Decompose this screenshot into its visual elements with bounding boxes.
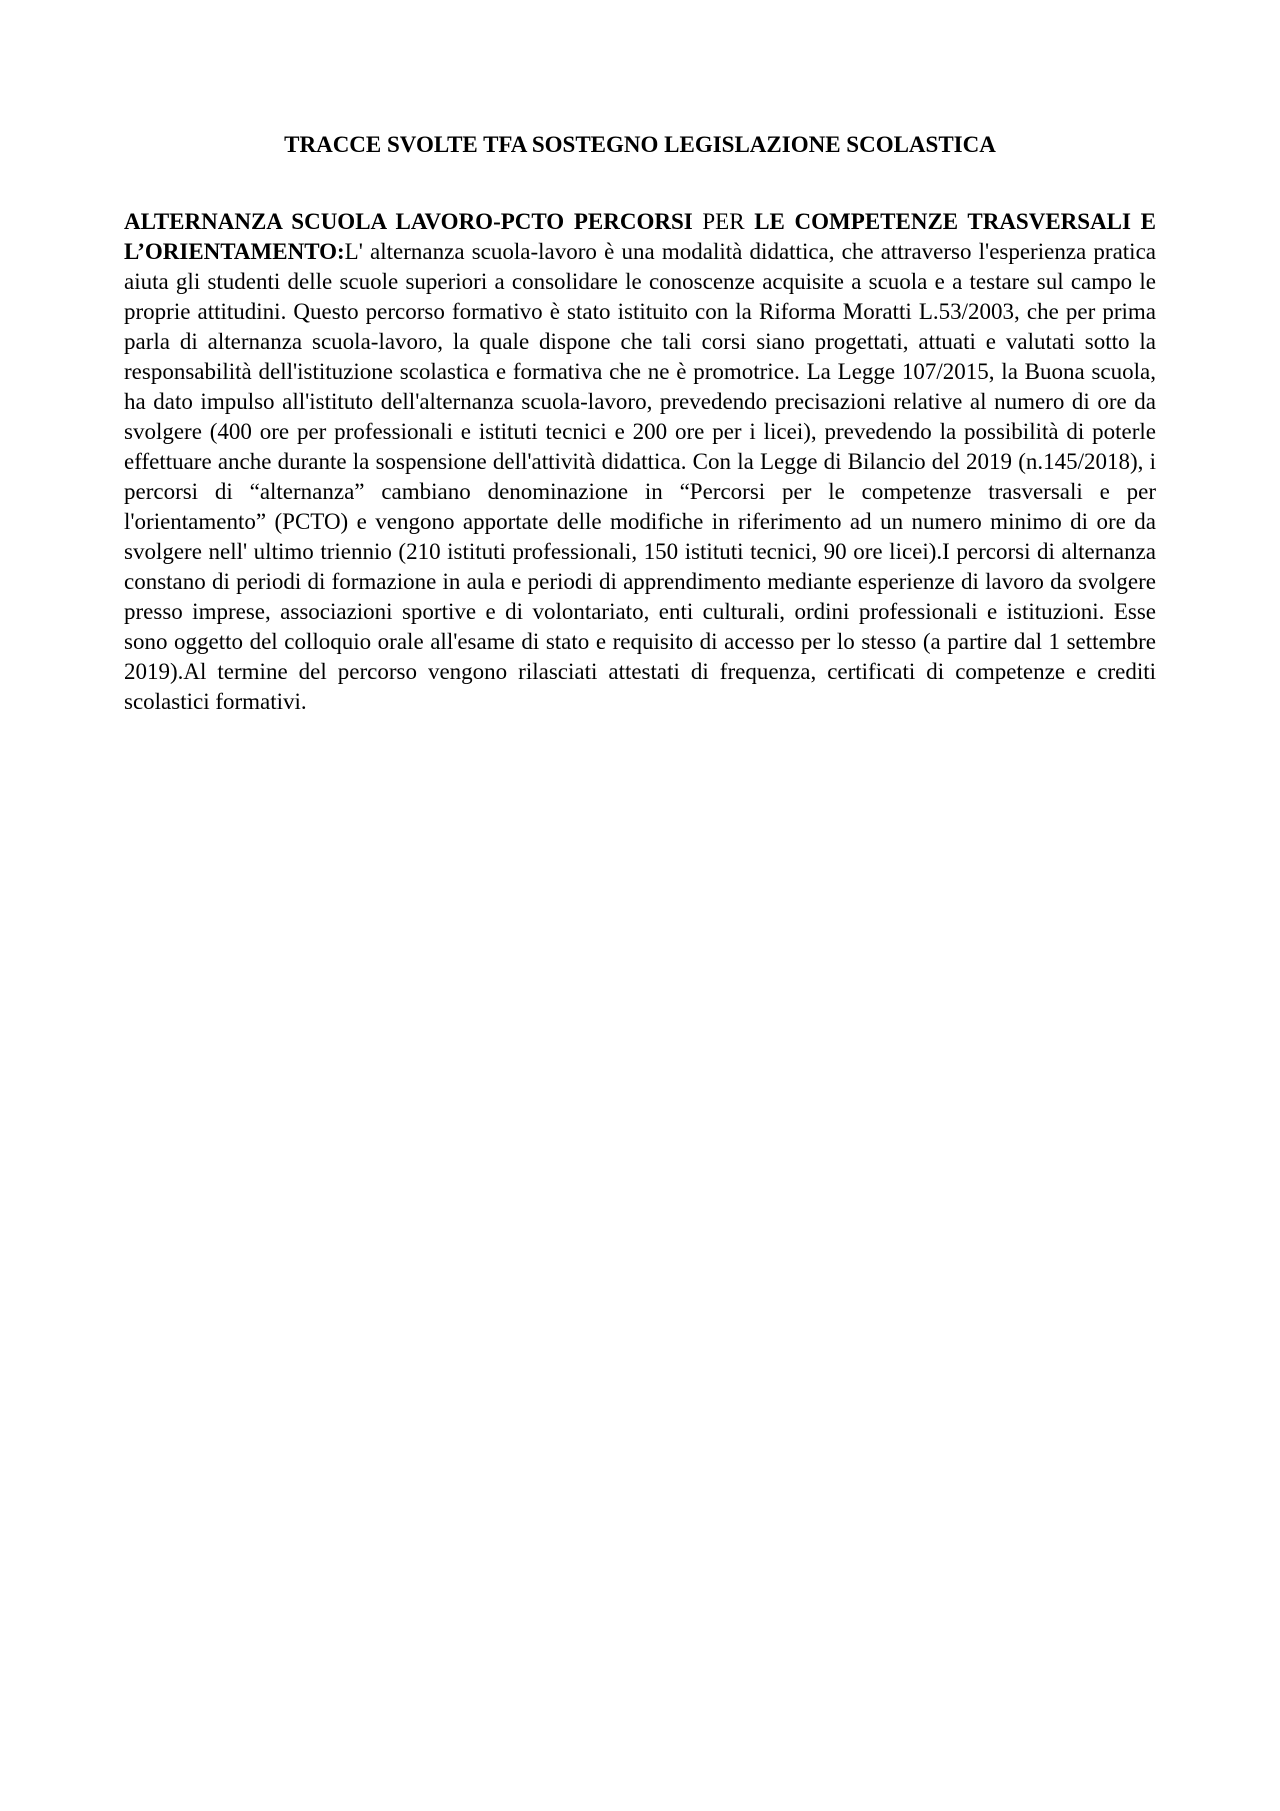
section-heading-part2: LE COMPETENZE TRASVERSALI E L’ORIENTAMENTO: xyxy=(124,209,1156,264)
section-paragraph xyxy=(124,207,1156,717)
document-title: TRACCE SVOLTE TFA SOSTEGNO LEGISLAZIONE SCOLASTICA xyxy=(284,132,996,157)
section-heading-part1: ALTERNANZA SCUOLA LAVORO-PCTO PERCORSI xyxy=(124,209,693,234)
section-heading-connector: PER xyxy=(692,209,755,234)
section-body-text: L' alternanza scuola-lavoro è una modalità didattica, che attraverso l'esperienza pratica aiuta gli studenti delle scuole superiori a consolidare le conoscenze acquisite a scuola e a testare sul campo le proprie attitudini. Questo percorso formativo è stato istituito con la Riforma Moratti L.53/2003, che per prima parla di alternanza scuola-lavoro, la quale dispone che tali corsi siano progettati, attuati e valutati sotto la responsabilità dell'istituzione scolastica e formativa che ne è promotrice. La Legge 107/2015, la Buona scuola, ha dato impulso all'istituto dell'alternanza scuola-lavoro, prevedendo precisazioni relative al numero di ore da svolgere (400 ore per professionali e istituti tecnici e 200 ore per i licei), prevedendo la possibilità di poterle effettuare anche durante la sospensione dell'attività didattica. Con la Legge di Bilancio del 2019 (n.145/2018), i percorsi di “alternanza” cambiano denominazione in “Percorsi per le competenze trasversali e per l'orientamento” (PCTO) e vengono apportate delle modifiche in riferimento ad un numero minimo di ore da svolgere nell' ultimo triennio (210 istituti professionali, 150 istituti tecnici, 90 ore licei).I percorsi di alternanza constano di periodi di formazione in aula e periodi di apprendimento mediante esperienze di lavoro da svolgere presso imprese, associazioni sportive e di volontariato, enti culturali, ordini professionali e istituzioni. Esse sono oggetto del colloquio orale all'esame di stato e requisito di accesso per lo stesso (a partire dal 1 settembre 2019).Al termine del percorso vengono rilasciati attestati di frequenza, certificati di competenze e crediti scolastici formativi. xyxy=(124,239,1156,714)
